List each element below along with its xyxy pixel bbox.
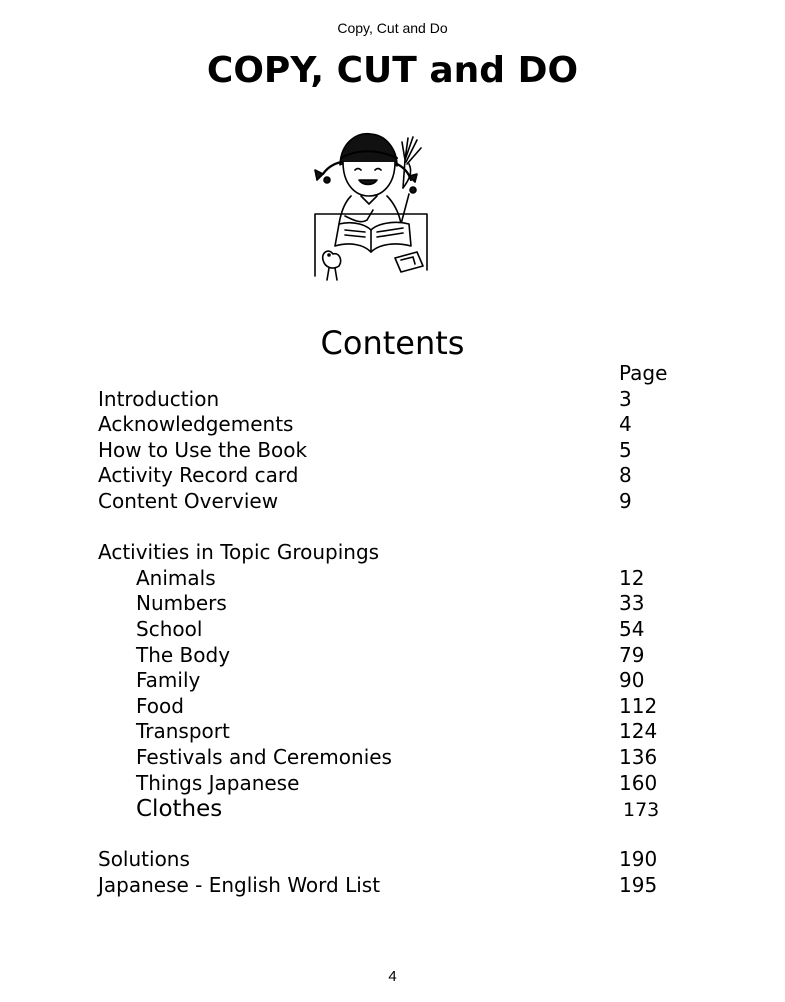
toc-entry-page: 9 bbox=[619, 488, 632, 513]
toc-entry-label: Numbers bbox=[136, 591, 227, 616]
toc-entry-page: 4 bbox=[619, 412, 632, 437]
toc-entry-label: Content Overview bbox=[98, 488, 279, 513]
toc-entry-page: 190 bbox=[619, 847, 658, 872]
toc-entry bbox=[0, 873, 785, 899]
toc-entry-page: 5 bbox=[619, 437, 632, 462]
toc-entry bbox=[0, 796, 785, 822]
toc-entry-label: Activity Record card bbox=[98, 463, 299, 488]
toc-entry bbox=[0, 412, 785, 438]
running-head: Copy, Cut and Do bbox=[337, 20, 448, 36]
toc-entry-label: Acknowledgements bbox=[98, 412, 294, 437]
toc-entry-label: Festivals and Ceremonies bbox=[136, 744, 392, 769]
toc-entry-label: Solutions bbox=[98, 847, 190, 872]
toc-entry-page: 90 bbox=[619, 668, 645, 693]
toc-entry-page: 173 bbox=[623, 799, 660, 822]
toc-entry-page: 3 bbox=[619, 386, 632, 411]
toc-entry-page: 195 bbox=[619, 872, 658, 897]
page-column-header-row bbox=[0, 361, 785, 387]
toc-entry bbox=[0, 745, 785, 771]
toc-entry bbox=[0, 643, 785, 669]
toc-entry-label: Animals bbox=[136, 565, 216, 590]
page-title: COPY, CUT and DO bbox=[206, 50, 579, 91]
toc-entry-page: 12 bbox=[619, 565, 645, 590]
toc-entry-label: The Body bbox=[136, 642, 231, 667]
toc-spacer bbox=[0, 822, 785, 848]
toc-entry-page: 112 bbox=[619, 693, 658, 718]
toc-entry bbox=[0, 668, 785, 694]
toc-entry bbox=[0, 847, 785, 873]
toc-entry bbox=[0, 591, 785, 617]
toc-entry-page: 124 bbox=[619, 719, 658, 744]
contents-heading: Contents bbox=[320, 324, 465, 362]
toc-entry-page: 79 bbox=[619, 642, 645, 667]
toc-entry-label: Clothes bbox=[136, 796, 223, 823]
toc-entry-page: 160 bbox=[619, 770, 658, 795]
toc-entry-label: Transport bbox=[136, 719, 230, 744]
toc-entry bbox=[0, 463, 785, 489]
toc-entry-page: 8 bbox=[619, 463, 632, 488]
page-column-header: Page bbox=[619, 361, 668, 385]
toc-entry bbox=[0, 771, 785, 797]
toc-entry-page: 136 bbox=[619, 744, 658, 769]
girl-writing-raising-hand-illustration bbox=[305, 120, 435, 290]
table-of-contents bbox=[0, 361, 785, 898]
toc-entry-page: 54 bbox=[619, 616, 645, 641]
toc-entry-label: School bbox=[136, 616, 203, 641]
toc-entry-label: Japanese - English Word List bbox=[98, 872, 381, 897]
toc-entry-label: Introduction bbox=[98, 386, 220, 411]
toc-entry-label: Family bbox=[136, 668, 201, 693]
toc-entry bbox=[0, 489, 785, 515]
toc-entry bbox=[0, 719, 785, 745]
toc-entry-label: Things Japanese bbox=[136, 770, 300, 795]
toc-entry bbox=[0, 694, 785, 720]
page-number: 4 bbox=[388, 968, 397, 985]
toc-entry bbox=[0, 566, 785, 592]
toc-entry-label: How to Use the Book bbox=[98, 437, 308, 462]
toc-entry bbox=[0, 617, 785, 643]
activities-heading: Activities in Topic Groupings bbox=[98, 540, 380, 565]
toc-spacer bbox=[0, 515, 785, 541]
toc-entry bbox=[0, 438, 785, 464]
toc-entry bbox=[0, 387, 785, 413]
toc-entry-label: Food bbox=[136, 693, 184, 718]
toc-entry-page: 33 bbox=[619, 591, 645, 616]
toc-section-heading-row bbox=[0, 540, 785, 566]
